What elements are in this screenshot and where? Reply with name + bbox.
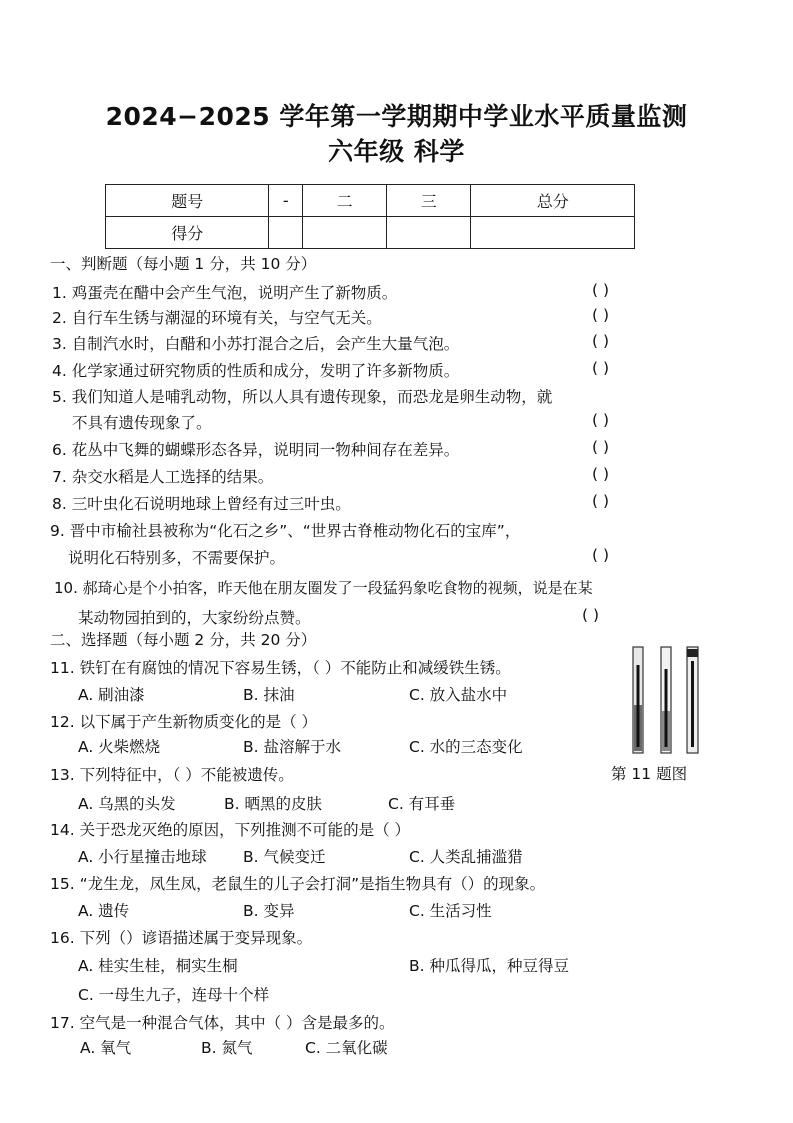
answer-blank-2[interactable]: ( ) — [592, 306, 610, 324]
q14-option-b[interactable]: B. 气候变迁 — [243, 848, 326, 866]
q16-option-a[interactable]: A. 桂实生桂，桐实生桐 — [78, 957, 238, 975]
test-tube-3-icon — [687, 647, 698, 753]
judge-question-5-cont: 不具有遗传现象了。 — [72, 414, 212, 432]
row-label-score: 得分 — [106, 217, 269, 249]
q14-option-a[interactable]: A. 小行星撞击地球 — [78, 848, 207, 866]
answer-blank-10[interactable]: ( ) — [582, 606, 600, 624]
test-tube-2-icon — [661, 647, 671, 753]
judge-question-1: 1. 鸡蛋壳在醋中会产生气泡，说明产生了新物质。 — [52, 284, 398, 302]
answer-blank-4[interactable]: ( ) — [592, 359, 610, 377]
q15-option-b[interactable]: B. 变异 — [243, 902, 295, 920]
judge-question-9: 9. 晋中市榆社县被称为“化石之乡”、“世界古脊椎动物化石的宝库”， — [50, 522, 521, 540]
q13-option-a[interactable]: A. 乌黑的头发 — [78, 795, 176, 813]
header-cell-part1: - — [269, 185, 303, 217]
section2-heading: 二、选择题（每小题 2 分，共 20 分） — [50, 631, 317, 649]
q14-option-c[interactable]: C. 人类乱捕滥猎 — [409, 848, 523, 866]
choice-question-16: 16. 下列（）谚语描述属于变异现象。 — [50, 929, 313, 947]
figure-caption: 第 11 题图 — [611, 765, 688, 783]
judge-question-7: 7. 杂交水稻是人工选择的结果。 — [52, 468, 274, 486]
judge-question-5: 5. 我们知道人是哺乳动物，所以人具有遗传现象，而恐龙是卵生动物，就 — [52, 388, 553, 406]
test-tubes-figure — [627, 645, 707, 757]
score-cell-part2[interactable] — [303, 217, 387, 249]
answer-blank-8[interactable]: ( ) — [592, 492, 610, 510]
section1-heading: 一、判断题（每小题 1 分，共 10 分） — [50, 255, 317, 273]
q11-option-a[interactable]: A. 刷油漆 — [78, 686, 145, 704]
q16-option-b[interactable]: B. 种瓜得瓜，种豆得豆 — [409, 957, 569, 975]
q12-option-a[interactable]: A. 火柴燃烧 — [78, 738, 161, 756]
q12-option-b[interactable]: B. 盐溶解于水 — [243, 738, 341, 756]
score-cell-part3[interactable] — [387, 217, 471, 249]
q13-option-c[interactable]: C. 有耳垂 — [388, 795, 456, 813]
choice-question-17: 17. 空气是一种混合气体，其中（ ）含是最多的。 — [50, 1014, 395, 1032]
score-table — [105, 184, 635, 249]
choice-question-12: 12. 以下属于产生新物质变化的是（ ） — [50, 713, 318, 731]
judge-question-8: 8. 三叶虫化石说明地球上曾经有过三叶虫。 — [52, 495, 351, 513]
choice-question-13: 13. 下列特征中，（ ）不能被遗传。 — [50, 766, 294, 784]
judge-question-6: 6. 花丛中飞舞的蝴蝶形态各异，说明同一物种间存在差异。 — [52, 441, 460, 459]
q15-option-c[interactable]: C. 生活习性 — [409, 902, 492, 920]
judge-question-10: 10. 郝琦心是个小拍客，昨天他在朋友圈发了一段猛犸象吃食物的视频，说是在某 — [54, 579, 593, 597]
answer-blank-5[interactable]: ( ) — [592, 411, 610, 429]
score-table-header-row — [106, 185, 635, 217]
header-cell-total: 总分 — [471, 185, 635, 217]
judge-question-10-cont: 某动物园拍到的，大家纷纷点赞。 — [78, 609, 311, 627]
q11-option-c[interactable]: C. 放入盐水中 — [409, 686, 508, 704]
answer-blank-6[interactable]: ( ) — [592, 438, 610, 456]
score-cell-part1[interactable] — [269, 217, 303, 249]
answer-blank-1[interactable]: ( ) — [592, 281, 610, 299]
q13-option-b[interactable]: B. 晒黑的皮肤 — [224, 795, 322, 813]
judge-question-2: 2. 自行车生锈与潮湿的环境有关，与空气无关。 — [52, 309, 382, 327]
header-cell-part3: 三 — [387, 185, 471, 217]
choice-question-15: 15. “龙生龙，凤生凤，老鼠生的儿子会打洞”是指生物具有（）的现象。 — [50, 875, 546, 893]
q11-option-b[interactable]: B. 抹油 — [243, 686, 295, 704]
q17-option-a[interactable]: A. 氧气 — [80, 1039, 132, 1057]
score-table-score-row — [106, 217, 635, 249]
judge-question-9-cont: 说明化石特别多，不需要保护。 — [68, 549, 286, 567]
score-cell-total[interactable] — [471, 217, 635, 249]
test-tube-1-icon — [633, 647, 643, 753]
exam-title: 2024−2025 学年第一学期期中学业水平质量监测 — [105, 102, 688, 131]
q17-option-c[interactable]: C. 二氧化碳 — [305, 1039, 388, 1057]
q16-option-c[interactable]: C. 一母生九子，连母十个样 — [78, 986, 270, 1004]
q17-option-b[interactable]: B. 氮气 — [201, 1039, 253, 1057]
judge-question-3: 3. 自制汽水时，白醋和小苏打混合之后，会产生大量气泡。 — [52, 335, 460, 353]
q12-option-c[interactable]: C. 水的三态变化 — [409, 738, 523, 756]
header-cell-question-no: 题号 — [106, 185, 269, 217]
answer-blank-7[interactable]: ( ) — [592, 465, 610, 483]
exam-subtitle: 六年级 科学 — [328, 137, 465, 166]
choice-question-14: 14. 关于恐龙灭绝的原因，下列推测不可能的是（ ） — [50, 821, 411, 839]
answer-blank-3[interactable]: ( ) — [592, 332, 610, 350]
choice-question-11: 11. 铁钉在有腐蚀的情况下容易生锈，（ ）不能防止和减缓铁生锈。 — [50, 659, 511, 677]
q15-option-a[interactable]: A. 遗传 — [78, 902, 130, 920]
judge-question-4: 4. 化学家通过研究物质的性质和成分，发明了许多新物质。 — [52, 362, 460, 380]
header-cell-part2: 二 — [303, 185, 387, 217]
answer-blank-9[interactable]: ( ) — [592, 546, 610, 564]
